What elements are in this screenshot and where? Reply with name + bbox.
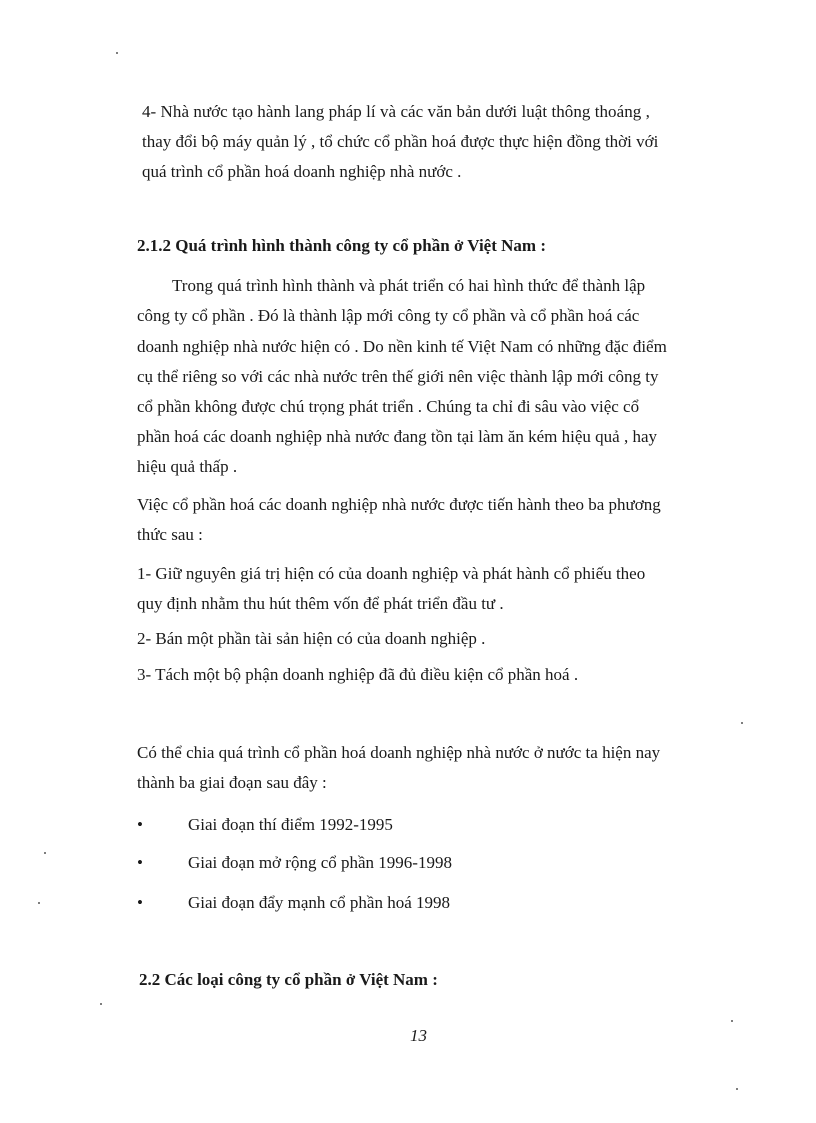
paragraph-4-line-2: thay đổi bộ máy quản lý , tổ chức cổ phần hoá được thực hiện đồng thời với [142,132,659,151]
stage-item-3: Giai đoạn đẩy mạnh cổ phần hoá 1998 [188,893,451,912]
stage-item-1: Giai đoạn thí điểm 1992-1995 [188,815,393,834]
methods-intro-line-1: Việc cổ phần hoá các doanh nghiệp nhà nước được tiến hành theo ba phương [137,495,661,514]
section-212-body-line-6: phần hoá các doanh nghiệp nhà nước đang tồn tại làm ăn kém hiệu quả , hay [137,427,658,446]
section-22-heading: 2.2 Các loại công ty cổ phần ở Việt Nam : [139,970,438,989]
scan-speck [44,852,46,854]
method-1-line-1: 1- Giữ nguyên giá trị hiện có của doanh nghiệp và phát hành cổ phiếu theo [137,564,646,583]
bullet-icon: • [137,893,143,912]
section-212-body-line-7: hiệu quả thấp . [137,457,238,476]
stages-intro-line-2: thành ba giai đoạn sau đây : [137,773,327,792]
section-212-heading: 2.1.2 Quá trình hình thành công ty cổ phần ở Việt Nam : [137,236,546,255]
scan-speck [741,722,743,724]
section-212-body-line-3: doanh nghiệp nhà nước hiện có . Do nền kinh tế Việt Nam có những đặc điểm [137,337,667,356]
scan-speck [116,52,118,54]
section-212-body-line-5: cổ phần không được chú trọng phát triển . Chúng ta chỉ đi sâu vào việc cổ [137,397,640,416]
stages-intro-line-1: Có thể chia quá trình cổ phần hoá doanh nghiệp nhà nước ở nước ta hiện nay [137,743,661,762]
stage-item-2: Giai đoạn mở rộng cổ phần 1996-1998 [188,853,452,872]
method-2: 2- Bán một phần tài sản hiện có của doanh nghiệp . [137,629,486,648]
methods-intro-line-2: thức sau : [137,525,203,544]
scan-speck [38,902,40,904]
bullet-icon: • [137,815,143,834]
scan-speck [100,1003,102,1005]
section-212-body-line-4: cụ thể riêng so với các nhà nước trên thế giới nên việc thành lập mới công ty [137,367,659,386]
section-212-body-line-1: Trong quá trình hình thành và phát triển có hai hình thức để thành lập [172,276,646,295]
scan-speck [731,1020,733,1022]
method-3: 3- Tách một bộ phận doanh nghiệp đã đủ điều kiện cổ phần hoá . [137,665,579,684]
page-number: 13 [410,1026,427,1045]
paragraph-4-line-1: 4- Nhà nước tạo hành lang pháp lí và các văn bản dưới luật thông thoáng , [142,102,650,121]
paragraph-4-line-3: quá trình cổ phần hoá doanh nghiệp nhà nước . [142,162,462,181]
section-212-body-line-2: công ty cổ phần . Đó là thành lập mới công ty cổ phần và cổ phần hoá các [137,306,640,325]
bullet-icon: • [137,853,143,872]
scan-speck [736,1088,738,1090]
method-1-line-2: quy định nhằm thu hút thêm vốn để phát triển đầu tư . [137,594,504,613]
